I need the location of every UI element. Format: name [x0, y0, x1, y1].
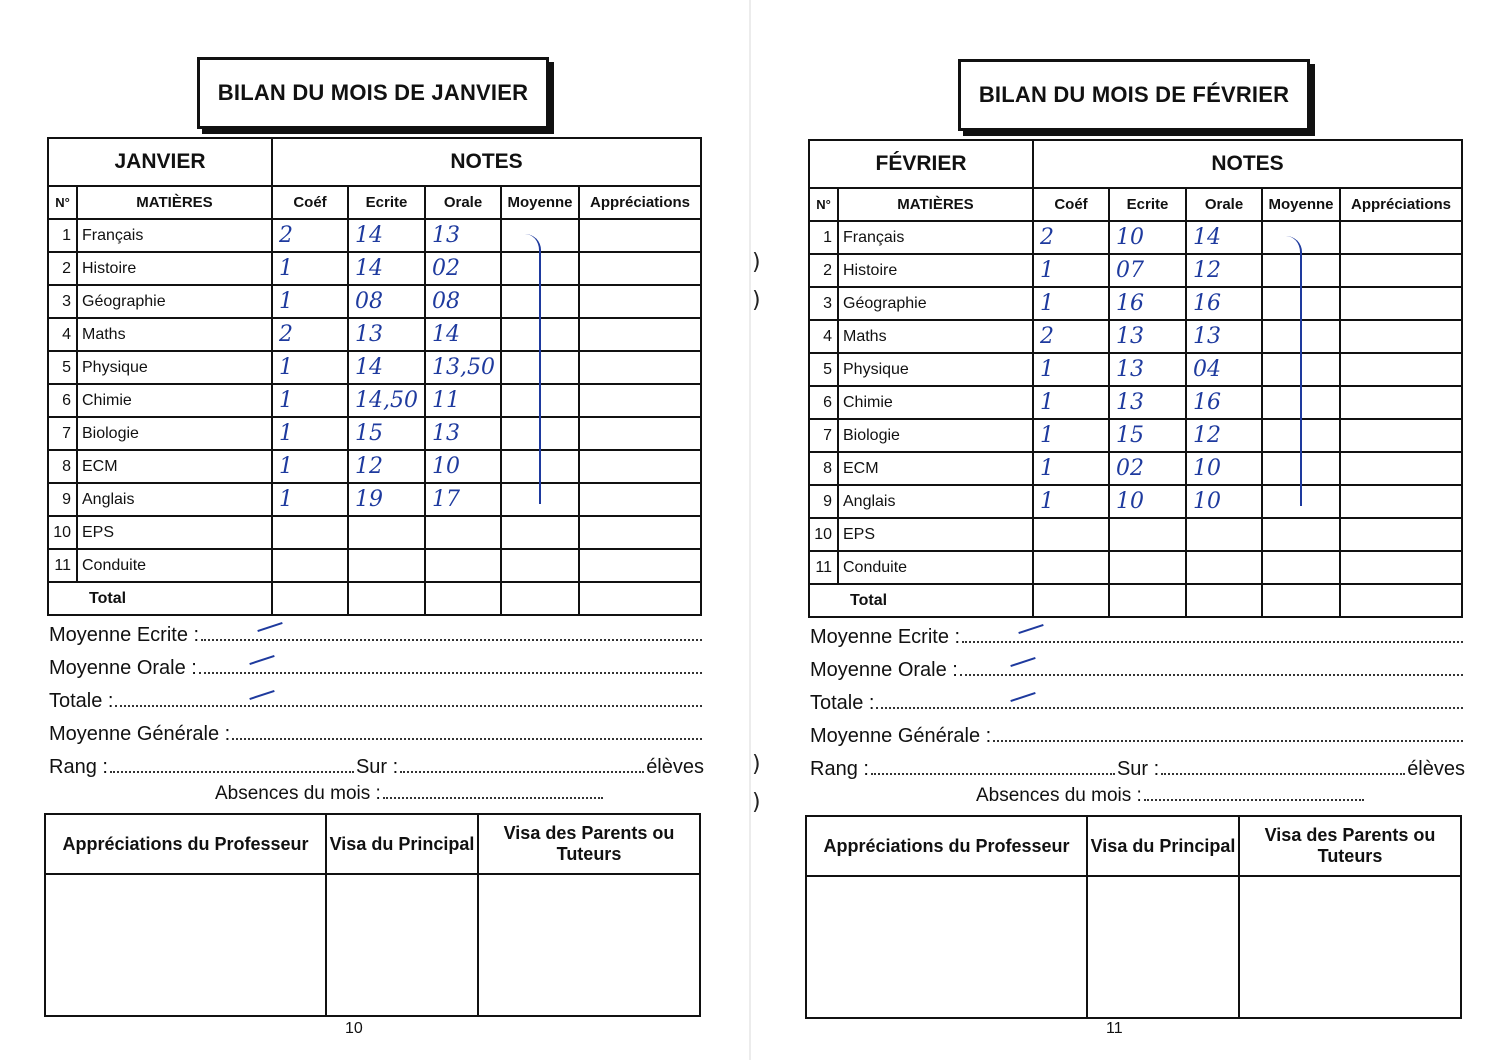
- total-label: Total: [809, 584, 1033, 617]
- col-num: N°: [809, 188, 838, 221]
- staple-mark: ): [752, 752, 761, 777]
- subject-name: Français: [77, 219, 272, 252]
- coef-value: 1: [272, 483, 348, 516]
- col-moyenne: Moyenne: [1262, 188, 1340, 221]
- subject-name: Chimie: [77, 384, 272, 417]
- page-number: 10: [345, 1020, 363, 1037]
- coef-value: [272, 516, 348, 549]
- row-number: 7: [809, 419, 838, 452]
- column-header-row: [809, 188, 1462, 221]
- total-row: [809, 584, 1462, 617]
- table-row: [48, 483, 701, 516]
- table-row: [48, 516, 701, 549]
- visa-signature-row: [45, 874, 700, 1016]
- orale-grade: 13: [1186, 320, 1262, 353]
- parents-visa-header: Visa des Parents ou Tuteurs: [1239, 816, 1461, 876]
- orale-grade: 11: [425, 384, 501, 417]
- moyenne-orale-label: Moyenne Orale :: [49, 657, 197, 679]
- absences-line: [976, 785, 1366, 807]
- table-head-row: [809, 140, 1462, 188]
- orale-grade: 04: [1186, 353, 1262, 386]
- row-number: 6: [48, 384, 77, 417]
- orale-grade: [1186, 551, 1262, 584]
- principal-visa-header: Visa du Principal: [1087, 816, 1239, 876]
- parents-visa-header: Visa des Parents ou Tuteurs: [478, 814, 700, 874]
- principal-visa-header: Visa du Principal: [326, 814, 478, 874]
- coef-value: 2: [272, 219, 348, 252]
- row-number: 10: [809, 518, 838, 551]
- subject-name: ECM: [77, 450, 272, 483]
- visa-header-row: [806, 816, 1461, 876]
- appreciation-cell: [579, 351, 701, 384]
- orale-grade: 16: [1186, 386, 1262, 419]
- subject-name: Maths: [77, 318, 272, 351]
- subject-name: Histoire: [838, 254, 1033, 287]
- subject-name: Histoire: [77, 252, 272, 285]
- table-row: [48, 252, 701, 285]
- staple-mark: ): [752, 288, 761, 313]
- subject-name: Conduite: [838, 551, 1033, 584]
- appreciation-cell: [579, 450, 701, 483]
- ecrite-grade: 12: [348, 450, 425, 483]
- subject-name: Anglais: [77, 483, 272, 516]
- orale-grade: 13: [425, 417, 501, 450]
- orale-grade: 14: [425, 318, 501, 351]
- appreciation-cell: [1340, 452, 1462, 485]
- pen-dash: [1010, 657, 1035, 667]
- row-number: 2: [809, 254, 838, 287]
- appreciation-cell: [579, 252, 701, 285]
- col-moyenne: Moyenne: [501, 186, 579, 219]
- sur-label: Sur :: [1116, 758, 1160, 780]
- subject-name: ECM: [838, 452, 1033, 485]
- coef-value: [272, 549, 348, 582]
- absences-line: [215, 783, 605, 805]
- moyenne-orale-line: [810, 649, 1465, 682]
- appreciation-cell: [1340, 485, 1462, 518]
- pen-dash: [1010, 692, 1035, 702]
- ecrite-grade: 13: [1109, 353, 1186, 386]
- moyenne-cell: [501, 516, 579, 549]
- table-row: [48, 351, 701, 384]
- coef-value: 1: [1033, 353, 1109, 386]
- moyenne-generale-line: [49, 713, 704, 746]
- table-row: [809, 386, 1462, 419]
- row-number: 2: [48, 252, 77, 285]
- table-row: [48, 318, 701, 351]
- month-title: BILAN DU MOIS DE JANVIER: [197, 57, 549, 129]
- table-row: [809, 485, 1462, 518]
- orale-grade: 17: [425, 483, 501, 516]
- totale-label: Totale :: [49, 690, 114, 712]
- coef-value: 2: [1033, 221, 1109, 254]
- visa-table: [805, 815, 1462, 1019]
- col-subject: MATIÈRES: [77, 186, 272, 219]
- row-number: 5: [48, 351, 77, 384]
- total-label: Total: [48, 582, 272, 615]
- table-row: [48, 219, 701, 252]
- table-row: [809, 551, 1462, 584]
- table-row: [48, 417, 701, 450]
- row-number: 7: [48, 417, 77, 450]
- ecrite-grade: 15: [348, 417, 425, 450]
- row-number: 3: [809, 287, 838, 320]
- summary-lines: [810, 616, 1465, 781]
- orale-grade: 10: [1186, 452, 1262, 485]
- appreciation-cell: [1340, 386, 1462, 419]
- appreciation-cell: [1340, 551, 1462, 584]
- appreciation-cell: [579, 219, 701, 252]
- ecrite-grade: 14: [348, 252, 425, 285]
- table-row: [809, 518, 1462, 551]
- grades-table: [47, 137, 702, 616]
- row-number: 10: [48, 516, 77, 549]
- total-row: [48, 582, 701, 615]
- appreciation-cell: [579, 318, 701, 351]
- absences-label: Absences du mois :: [215, 783, 381, 804]
- table-row: [809, 221, 1462, 254]
- ecrite-grade: 19: [348, 483, 425, 516]
- row-number: 6: [809, 386, 838, 419]
- appreciation-cell: [579, 516, 701, 549]
- ecrite-grade: 10: [1109, 221, 1186, 254]
- totale-label: Totale :: [810, 692, 875, 714]
- coef-value: 1: [272, 351, 348, 384]
- subject-name: Biologie: [838, 419, 1033, 452]
- rang-line: [810, 748, 1465, 781]
- pen-dash: [249, 690, 274, 700]
- table-row: [809, 419, 1462, 452]
- subject-name: Biologie: [77, 417, 272, 450]
- row-number: 4: [809, 320, 838, 353]
- col-num: N°: [48, 186, 77, 219]
- appreciation-cell: [1340, 254, 1462, 287]
- coef-value: 1: [1033, 485, 1109, 518]
- subject-name: Anglais: [838, 485, 1033, 518]
- moyenne-cell: [1262, 551, 1340, 584]
- coef-value: 1: [1033, 419, 1109, 452]
- ecrite-grade: 02: [1109, 452, 1186, 485]
- rang-label: Rang :: [810, 758, 869, 780]
- subject-name: Chimie: [838, 386, 1033, 419]
- moyenne-cell: [1262, 518, 1340, 551]
- orale-grade: 13,50: [425, 351, 501, 384]
- table-row: [48, 384, 701, 417]
- table-row: [48, 549, 701, 582]
- coef-value: 1: [1033, 452, 1109, 485]
- row-number: 8: [809, 452, 838, 485]
- staple-mark: ): [752, 790, 761, 815]
- moyenne-ecrite-label: Moyenne Ecrite :: [810, 626, 961, 648]
- pen-dash: [257, 622, 282, 632]
- orale-grade: 10: [1186, 485, 1262, 518]
- table-head-row: [48, 138, 701, 186]
- ecrite-grade: 13: [348, 318, 425, 351]
- col-ecrite: Ecrite: [348, 186, 425, 219]
- coef-value: 1: [272, 285, 348, 318]
- appreciation-cell: [1340, 221, 1462, 254]
- row-number: 9: [48, 483, 77, 516]
- orale-grade: 10: [425, 450, 501, 483]
- moyenne-ecrite-label: Moyenne Ecrite :: [49, 624, 200, 646]
- appreciation-cell: [1340, 518, 1462, 551]
- prof-appreciation-header: Appréciations du Professeur: [806, 816, 1087, 876]
- notes-header: NOTES: [1033, 140, 1462, 188]
- rang-line: [49, 746, 704, 779]
- table-row: [809, 320, 1462, 353]
- ecrite-grade: 14: [348, 219, 425, 252]
- moyenne-generale-line: [810, 715, 1465, 748]
- notes-header: NOTES: [272, 138, 701, 186]
- col-orale: Orale: [1186, 188, 1262, 221]
- moyenne-orale-label: Moyenne Orale :: [810, 659, 958, 681]
- row-number: 5: [809, 353, 838, 386]
- ecrite-grade: 16: [1109, 287, 1186, 320]
- subject-name: Français: [838, 221, 1033, 254]
- orale-grade: [1186, 518, 1262, 551]
- coef-value: 1: [1033, 254, 1109, 287]
- row-number: 8: [48, 450, 77, 483]
- grades-table: [808, 139, 1463, 618]
- subject-name: Géographie: [838, 287, 1033, 320]
- coef-value: 1: [272, 450, 348, 483]
- ecrite-grade: 10: [1109, 485, 1186, 518]
- subject-name: EPS: [77, 516, 272, 549]
- eleves-label: élèves: [646, 756, 704, 778]
- moyenne-pen-stroke: [517, 234, 541, 504]
- ecrite-grade: 13: [1109, 320, 1186, 353]
- column-header-row: [48, 186, 701, 219]
- row-number: 1: [809, 221, 838, 254]
- col-appreciations: Appréciations: [579, 186, 701, 219]
- summary-lines: [49, 614, 704, 779]
- row-number: 11: [48, 549, 77, 582]
- month-header: FÉVRIER: [809, 140, 1033, 188]
- moyenne-orale-line: [49, 647, 704, 680]
- moyenne-ecrite-line: [49, 614, 704, 647]
- orale-grade: [425, 516, 501, 549]
- subject-name: Conduite: [77, 549, 272, 582]
- orale-grade: 02: [425, 252, 501, 285]
- table-row: [809, 254, 1462, 287]
- staple-mark: ): [752, 250, 761, 275]
- subject-name: Maths: [838, 320, 1033, 353]
- table-row: [48, 285, 701, 318]
- col-coef: Coéf: [1033, 188, 1109, 221]
- totale-line: [810, 682, 1465, 715]
- col-appreciations: Appréciations: [1340, 188, 1462, 221]
- ecrite-grade: [1109, 551, 1186, 584]
- row-number: 11: [809, 551, 838, 584]
- visa-header-row: [45, 814, 700, 874]
- coef-value: [1033, 518, 1109, 551]
- row-number: 3: [48, 285, 77, 318]
- prof-appreciation-header: Appréciations du Professeur: [45, 814, 326, 874]
- col-ecrite: Ecrite: [1109, 188, 1186, 221]
- row-number: 9: [809, 485, 838, 518]
- appreciation-cell: [579, 483, 701, 516]
- coef-value: 1: [272, 417, 348, 450]
- coef-value: 1: [272, 384, 348, 417]
- pen-dash: [249, 655, 274, 665]
- coef-value: 1: [1033, 386, 1109, 419]
- ecrite-grade: 07: [1109, 254, 1186, 287]
- appreciation-cell: [1340, 287, 1462, 320]
- moyenne-ecrite-line: [810, 616, 1465, 649]
- visa-signature-row: [806, 876, 1461, 1018]
- rang-label: Rang :: [49, 756, 108, 778]
- page-february: [750, 0, 1500, 1060]
- appreciation-cell: [579, 285, 701, 318]
- appreciation-cell: [579, 549, 701, 582]
- row-number: 4: [48, 318, 77, 351]
- orale-grade: [425, 549, 501, 582]
- eleves-label: élèves: [1407, 758, 1465, 780]
- month-header: JANVIER: [48, 138, 272, 186]
- visa-table: [44, 813, 701, 1017]
- ecrite-grade: 14: [348, 351, 425, 384]
- appreciation-cell: [1340, 320, 1462, 353]
- sur-label: Sur :: [355, 756, 399, 778]
- ecrite-grade: [1109, 518, 1186, 551]
- col-orale: Orale: [425, 186, 501, 219]
- table-row: [48, 450, 701, 483]
- ecrite-grade: 08: [348, 285, 425, 318]
- subject-name: Géographie: [77, 285, 272, 318]
- subject-name: Physique: [77, 351, 272, 384]
- absences-label: Absences du mois :: [976, 785, 1142, 806]
- totale-line: [49, 680, 704, 713]
- appreciation-cell: [1340, 419, 1462, 452]
- table-row: [809, 353, 1462, 386]
- appreciation-cell: [579, 384, 701, 417]
- orale-grade: 14: [1186, 221, 1262, 254]
- coef-value: 2: [272, 318, 348, 351]
- page-number: 11: [1106, 1020, 1123, 1037]
- table-row: [809, 287, 1462, 320]
- month-title: BILAN DU MOIS DE FÉVRIER: [958, 59, 1310, 131]
- moyenne-generale-label: Moyenne Générale :: [810, 725, 992, 747]
- coef-value: 1: [272, 252, 348, 285]
- ecrite-grade: [348, 549, 425, 582]
- ecrite-grade: 15: [1109, 419, 1186, 452]
- subject-name: Physique: [838, 353, 1033, 386]
- table-row: [809, 452, 1462, 485]
- row-number: 1: [48, 219, 77, 252]
- orale-grade: 12: [1186, 419, 1262, 452]
- ecrite-grade: 13: [1109, 386, 1186, 419]
- orale-grade: 12: [1186, 254, 1262, 287]
- col-coef: Coéf: [272, 186, 348, 219]
- moyenne-generale-label: Moyenne Générale :: [49, 723, 231, 745]
- appreciation-cell: [1340, 353, 1462, 386]
- appreciation-cell: [579, 417, 701, 450]
- orale-grade: 16: [1186, 287, 1262, 320]
- coef-value: 1: [1033, 287, 1109, 320]
- orale-grade: 08: [425, 285, 501, 318]
- orale-grade: 13: [425, 219, 501, 252]
- ecrite-grade: [348, 516, 425, 549]
- moyenne-cell: [501, 549, 579, 582]
- subject-name: EPS: [838, 518, 1033, 551]
- ecrite-grade: 14,50: [348, 384, 425, 417]
- moyenne-pen-stroke: [1278, 236, 1302, 506]
- col-subject: MATIÈRES: [838, 188, 1033, 221]
- coef-value: 2: [1033, 320, 1109, 353]
- pen-dash: [1018, 624, 1043, 634]
- coef-value: [1033, 551, 1109, 584]
